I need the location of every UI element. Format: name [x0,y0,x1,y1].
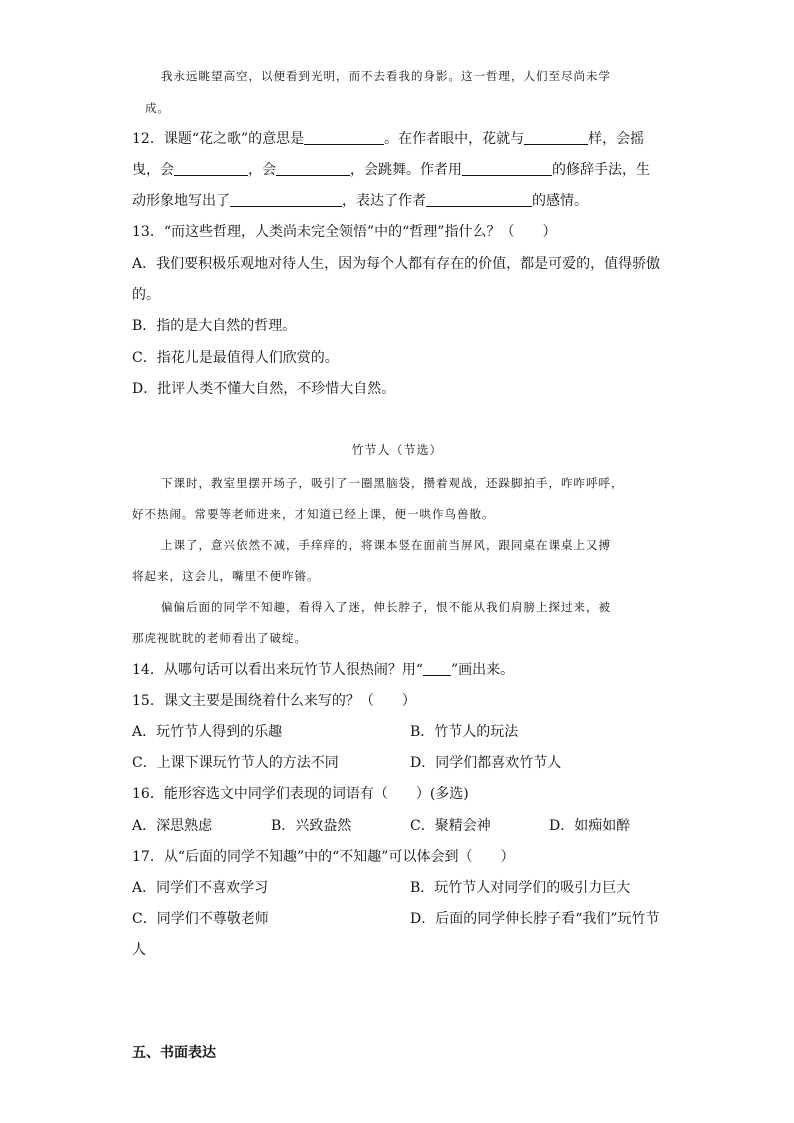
underline-sample [423,661,451,676]
option-a[interactable]: A．深思熟虑 [132,818,213,834]
section-heading: 五、书面表达 [132,1045,216,1061]
option-a[interactable]: A．我们要积极乐观地对待人生，因为每个人都有存在的价值，都是可爱的，值得骄傲 [132,256,661,272]
option-b[interactable]: B．竹节人的玩法 [410,724,519,740]
option-d[interactable]: D．如痴如醉 [549,818,631,834]
answer-blank[interactable] [174,161,248,176]
answer-blank[interactable] [462,161,552,176]
option-a[interactable]: A．同学们不喜欢学习 [132,880,269,896]
option-c[interactable]: C．聚精会神 [410,818,491,834]
option-a-cont: 的。 [132,287,160,303]
option-d[interactable]: D．后面的同学伸长脖子看“我们”玩竹节 [410,911,660,927]
option-b[interactable]: B．玩竹节人对同学们的吸引力巨大 [410,880,631,896]
option-b[interactable]: B．兴致盎然 [271,818,352,834]
passage-text-line: 我永远眺望高空，以便看到光明，而不去看我的身影。这一哲理，人们至尽尚未学 [161,69,611,83]
passage-text-line: 上课了，意兴依然不减，手痒痒的，将课本竖在面前当屏风，跟同桌在课桌上又搏 [161,538,611,552]
question-17-stem: 17．从“后面的同学不知趣”中的“不知趣”可以体会到（ ） [132,849,515,865]
option-c[interactable]: C．上课下课玩竹节人的方法不同 [132,755,339,771]
answer-blank[interactable] [426,192,532,207]
option-d-cont: 人 [132,942,146,958]
passage-title: 竹节人（节选） [351,443,443,457]
answer-blank[interactable] [304,130,384,145]
question-12-line-2: 曳，会 ，会 ，会跳舞。作者用 的修辞手法，生 [132,162,650,178]
question-14: 14．从哪句话可以看出来玩竹节人很热闹？用“ ”画出来。 [132,662,515,678]
question-16-stem: 16．能形容选文中同学们表现的词语有（ ）(多选) [132,786,469,802]
answer-blank[interactable] [230,192,342,207]
question-15-stem: 15．课文主要是围绕着什么来写的？（ ） [132,693,416,709]
question-13-stem: 13．“而这些哲理，人类尚未完全领悟”中的“哲理”指什么？（ ） [132,224,557,240]
question-12: 12．课题“花之歌”的意思是 。在作者眼中，花就与 样，会摇 [132,131,645,147]
answer-blank[interactable] [524,130,588,145]
passage-text-line: 好不热闹。常要等老师进来，才知道已经上课，便一哄作鸟兽散。 [132,507,495,521]
question-12-line-3: 动形象地写出了 ，表达了作者 的感情。 [132,193,588,209]
option-d[interactable]: D．批评人类不懂大自然，不珍惜大自然。 [132,381,396,397]
option-c[interactable]: C．同学们不尊敬老师 [132,911,269,927]
option-a[interactable]: A．玩竹节人得到的乐趣 [132,724,283,740]
option-b[interactable]: B．指的是大自然的哲理。 [132,318,297,334]
passage-text-line: 那虎视眈眈的老师看出了破绽。 [132,631,307,645]
option-d[interactable]: D．同学们都喜欢竹节人 [410,755,562,771]
passage-text-line: 成。 [145,101,170,115]
option-c[interactable]: C．指花儿是最值得人们欣赏的。 [132,350,339,366]
passage-text-line: 偏偏后面的同学不知趣，看得入了迷，伸长脖子，恨不能从我们肩膀上探过来，被 [161,600,611,614]
answer-blank[interactable] [276,161,350,176]
passage-text-line: 下课时，教室里摆开场子，吸引了一圈黑脑袋，攒着观战，还跺脚拍手，咋咋呼呼， [161,476,624,490]
passage-text-line: 将起来，这会儿，嘴里不便咋锵。 [132,569,320,583]
